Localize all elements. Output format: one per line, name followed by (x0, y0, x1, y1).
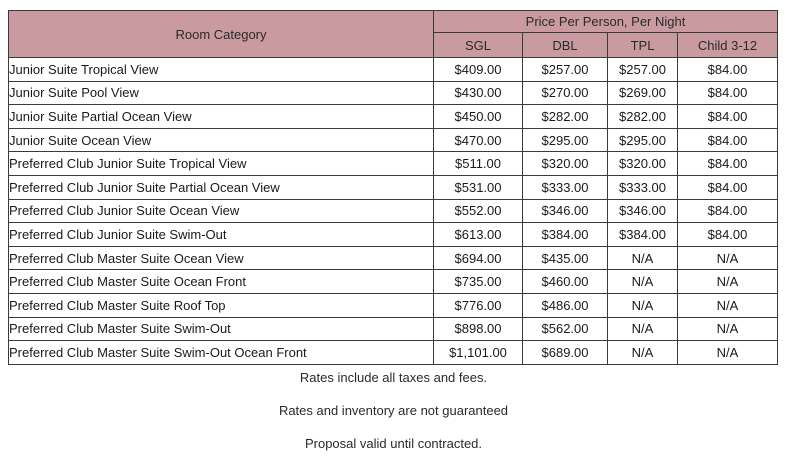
dbl-price-cell: $295.00 (523, 128, 608, 152)
tpl-price-cell: N/A (608, 246, 678, 270)
sgl-price-cell: $1,101.00 (434, 341, 523, 365)
room-name-cell: Preferred Club Junior Suite Ocean View (9, 199, 434, 223)
table-row (9, 270, 778, 294)
child-price-cell: N/A (678, 293, 778, 317)
rates-table-body (9, 58, 778, 365)
room-name-cell: Preferred Club Junior Suite Swim-Out (9, 223, 434, 247)
tpl-price-cell: $346.00 (608, 199, 678, 223)
table-row (9, 105, 778, 129)
dbl-price-cell: $384.00 (523, 223, 608, 247)
sgl-price-cell: $735.00 (434, 270, 523, 294)
child-price-cell: $84.00 (678, 223, 778, 247)
dbl-price-cell: $346.00 (523, 199, 608, 223)
sgl-column-header: SGL (434, 33, 523, 58)
table-row (9, 152, 778, 176)
sgl-price-cell: $511.00 (434, 152, 523, 176)
table-row (9, 246, 778, 270)
dbl-price-cell: $333.00 (523, 175, 608, 199)
sgl-price-cell: $694.00 (434, 246, 523, 270)
sgl-price-cell: $450.00 (434, 105, 523, 129)
room-name-cell: Junior Suite Tropical View (9, 58, 434, 82)
room-name-cell: Preferred Club Master Suite Roof Top (9, 293, 434, 317)
sgl-price-cell: $898.00 (434, 317, 523, 341)
tpl-price-cell: $282.00 (608, 105, 678, 129)
child-price-cell: N/A (678, 341, 778, 365)
table-row (9, 175, 778, 199)
child-price-cell: $84.00 (678, 199, 778, 223)
table-row (9, 81, 778, 105)
dbl-price-cell: $689.00 (523, 341, 608, 365)
price-per-person-header: Price Per Person, Per Night (434, 11, 778, 33)
dbl-price-cell: $435.00 (523, 246, 608, 270)
tpl-price-cell: N/A (608, 293, 678, 317)
tpl-price-cell: $320.00 (608, 152, 678, 176)
dbl-price-cell: $270.00 (523, 81, 608, 105)
child-price-cell: $84.00 (678, 152, 778, 176)
tpl-price-cell: N/A (608, 341, 678, 365)
dbl-price-cell: $320.00 (523, 152, 608, 176)
dbl-price-cell: $562.00 (523, 317, 608, 341)
room-name-cell: Preferred Club Master Suite Ocean View (9, 246, 434, 270)
table-row (9, 293, 778, 317)
room-name-cell: Preferred Club Master Suite Swim-Out Ocean Front (9, 341, 434, 365)
child-price-cell: $84.00 (678, 81, 778, 105)
child-price-cell: $84.00 (678, 58, 778, 82)
child-price-cell: $84.00 (678, 175, 778, 199)
room-name-cell: Preferred Club Junior Suite Partial Ocean View (9, 175, 434, 199)
dbl-price-cell: $460.00 (523, 270, 608, 294)
room-category-header: Room Category (9, 11, 434, 58)
dbl-price-cell: $282.00 (523, 105, 608, 129)
room-name-cell: Preferred Club Master Suite Swim-Out (9, 317, 434, 341)
tpl-price-cell: $295.00 (608, 128, 678, 152)
child-price-cell: N/A (678, 246, 778, 270)
table-row (9, 128, 778, 152)
room-name-cell: Junior Suite Ocean View (9, 128, 434, 152)
tpl-price-cell: N/A (608, 270, 678, 294)
sgl-price-cell: $470.00 (434, 128, 523, 152)
room-name-cell: Junior Suite Pool View (9, 81, 434, 105)
tpl-column-header: TPL (608, 33, 678, 58)
validity-note: Proposal valid until contracted. (304, 436, 483, 451)
sgl-price-cell: $430.00 (434, 81, 523, 105)
tpl-price-cell: $257.00 (608, 58, 678, 82)
tpl-price-cell: $384.00 (608, 223, 678, 247)
table-row (9, 199, 778, 223)
room-name-cell: Preferred Club Junior Suite Tropical View (9, 152, 434, 176)
room-name-cell: Preferred Club Master Suite Ocean Front (9, 270, 434, 294)
dbl-price-cell: $486.00 (523, 293, 608, 317)
dbl-column-header: DBL (523, 33, 608, 58)
rate-notes (0, 368, 787, 467)
sgl-price-cell: $776.00 (434, 293, 523, 317)
child-price-cell: N/A (678, 317, 778, 341)
taxes-note: Rates include all taxes and fees. (299, 370, 488, 385)
tpl-price-cell: N/A (608, 317, 678, 341)
child-price-cell: $84.00 (678, 105, 778, 129)
child-column-header: Child 3-12 (678, 33, 778, 58)
table-row (9, 223, 778, 247)
table-row (9, 58, 778, 82)
sgl-price-cell: $552.00 (434, 199, 523, 223)
child-price-cell: N/A (678, 270, 778, 294)
room-name-cell: Junior Suite Partial Ocean View (9, 105, 434, 129)
sgl-price-cell: $613.00 (434, 223, 523, 247)
rates-table (8, 10, 778, 365)
dbl-price-cell: $257.00 (523, 58, 608, 82)
sgl-price-cell: $409.00 (434, 58, 523, 82)
table-row (9, 317, 778, 341)
sgl-price-cell: $531.00 (434, 175, 523, 199)
tpl-price-cell: $269.00 (608, 81, 678, 105)
child-price-cell: $84.00 (678, 128, 778, 152)
tpl-price-cell: $333.00 (608, 175, 678, 199)
inventory-note: Rates and inventory are not guaranteed (278, 403, 509, 418)
table-row (9, 341, 778, 365)
